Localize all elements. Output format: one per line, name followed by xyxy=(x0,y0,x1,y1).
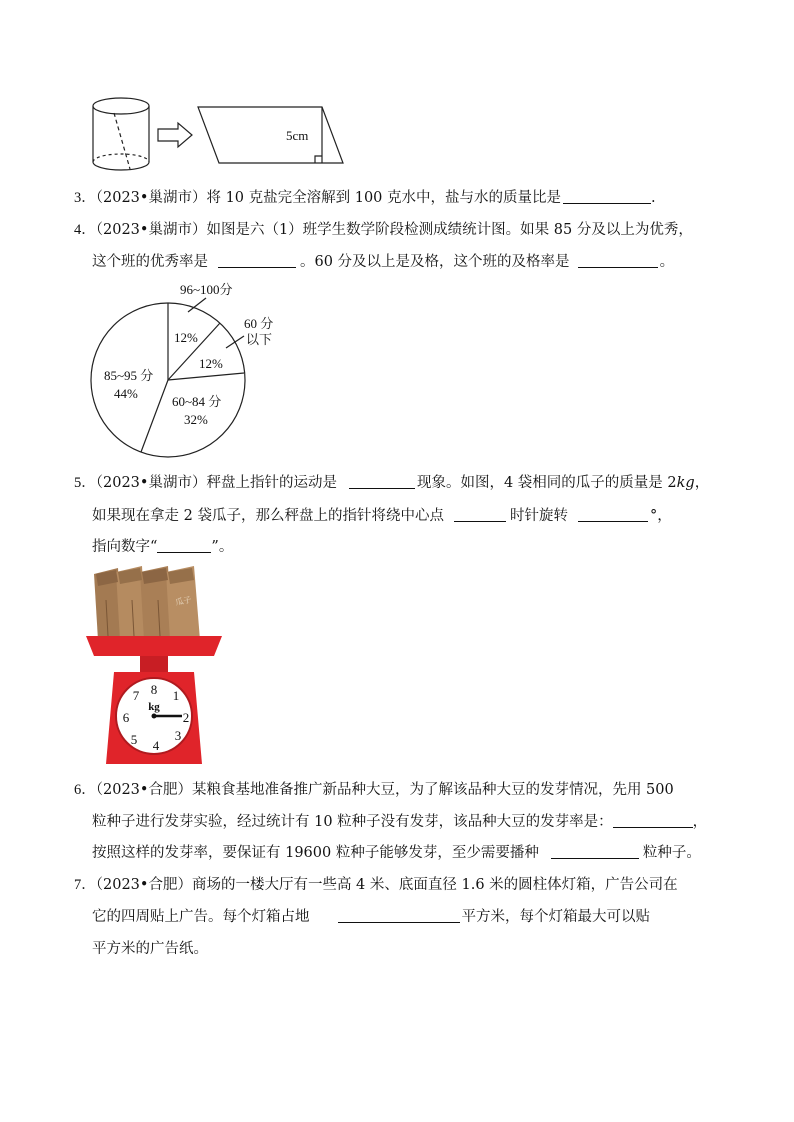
dial-number: 3 xyxy=(174,728,182,743)
dial-number: 4 xyxy=(152,738,160,753)
answer-blank[interactable] xyxy=(578,253,658,268)
question-6-line-1: 6．（2023•合肥）某粮食基地准备推广新品种大豆，为了解该品种大豆的发芽情况，先用 500 xyxy=(74,782,674,798)
answer-blank[interactable] xyxy=(578,507,648,522)
dial-unit: kg xyxy=(148,701,160,713)
question-4-line-1: 4．（2023•巢湖市）如图是六（1）班学生数学阶段检测成绩统计图。如果 85 分及以上为优秀， xyxy=(74,222,693,238)
dial-number: 7 xyxy=(132,688,140,703)
question-6-line-3: 按照这样的发芽率，要保证有 19600 粒种子能够发芽，至少需要播种 粒种子。 xyxy=(92,845,701,861)
dial-number: 8 xyxy=(150,682,158,697)
pie-label-below-60: 60 分 xyxy=(244,316,274,331)
seed-bags xyxy=(94,566,200,640)
pie-pct-60-84: 32% xyxy=(184,412,208,427)
score-pie-chart xyxy=(84,278,294,464)
height-label: 5cm xyxy=(286,128,309,143)
question-7-line-1: 7．（2023•合肥）商场的一楼大厅有一些高 4 米、底面直径 1.6 米的圆柱体灯箱，广告公司在 xyxy=(74,877,678,893)
question-5-line-2: 如果现在拿走 2 袋瓜子，那么秤盘上的指针将绕中心点 时针旋转 °， xyxy=(92,508,672,524)
pie-pct-below-60: 12% xyxy=(199,356,223,371)
question-5-number: 5． xyxy=(74,475,96,491)
answer-blank[interactable] xyxy=(157,538,211,553)
question-3: 3．（2023•巢湖市）将 10 克盐完全溶解到 100 克水中，盐与水的质量比是 . xyxy=(74,190,656,206)
question-7-number: 7． xyxy=(74,877,96,893)
answer-blank[interactable] xyxy=(551,844,639,859)
leader-line xyxy=(188,298,206,312)
dial-number: 6 xyxy=(122,710,130,725)
answer-blank[interactable] xyxy=(454,507,506,522)
pie-divider xyxy=(141,380,168,452)
pie-label-96-100: 96~100分 xyxy=(180,282,233,297)
pie-label-85-95: 85~95 分 xyxy=(104,368,154,383)
question-3-number: 3． xyxy=(74,190,96,206)
dial-number: 2 xyxy=(182,710,190,725)
cylinder-unfold-figure xyxy=(86,96,356,172)
bag-label: 瓜子 xyxy=(174,595,193,608)
dial-number: 1 xyxy=(172,688,180,703)
parallelogram-shape xyxy=(198,107,343,163)
answer-blank[interactable] xyxy=(563,189,651,204)
question-6-number: 6． xyxy=(74,782,96,798)
pie-label-below-60-2: 以下 xyxy=(246,332,273,347)
question-4-line-2: 这个班的优秀率是 。60 分及以上是及格，这个班的及格率是 。 xyxy=(92,254,675,270)
question-6-line-2: 粒种子进行发芽实验，经过统计有 10 粒种子没有发芽，该品种大豆的发芽率是： ， xyxy=(92,814,708,830)
answer-blank[interactable] xyxy=(613,813,693,828)
question-4-number: 4． xyxy=(74,222,96,238)
pie-divider xyxy=(168,373,244,380)
answer-blank[interactable] xyxy=(349,474,415,489)
right-arrow-icon xyxy=(158,123,192,147)
pie-pct-85-95: 44% xyxy=(114,386,138,401)
question-5-line-3: 指向数字“ ”。 xyxy=(92,539,234,555)
leader-line xyxy=(226,336,244,348)
question-7-line-2: 它的四周贴上广告。每个灯箱占地 平方米，每个灯箱最大可以贴 xyxy=(92,909,650,925)
answer-blank[interactable] xyxy=(218,253,296,268)
question-3-text: （2023•巢湖市）将 10 克盐完全溶解到 100 克水中，盐与水的质量比是 xyxy=(95,190,562,206)
question-5-line-1: 5．（2023•巢湖市）秤盘上指针的运动是 现象。如图，4 袋相同的瓜子的质量是 2kg， xyxy=(74,475,710,491)
cylinder-shape xyxy=(93,98,149,170)
question-7-line-3: 平方米的广告纸。 xyxy=(92,941,208,957)
scale-with-bags-figure xyxy=(86,560,226,768)
answer-blank[interactable] xyxy=(338,908,460,923)
pie-label-60-84: 60~84 分 xyxy=(172,394,222,409)
pie-pct-96-100: 12% xyxy=(174,330,198,345)
scale-pan xyxy=(86,636,222,656)
dial-number: 5 xyxy=(130,732,138,747)
